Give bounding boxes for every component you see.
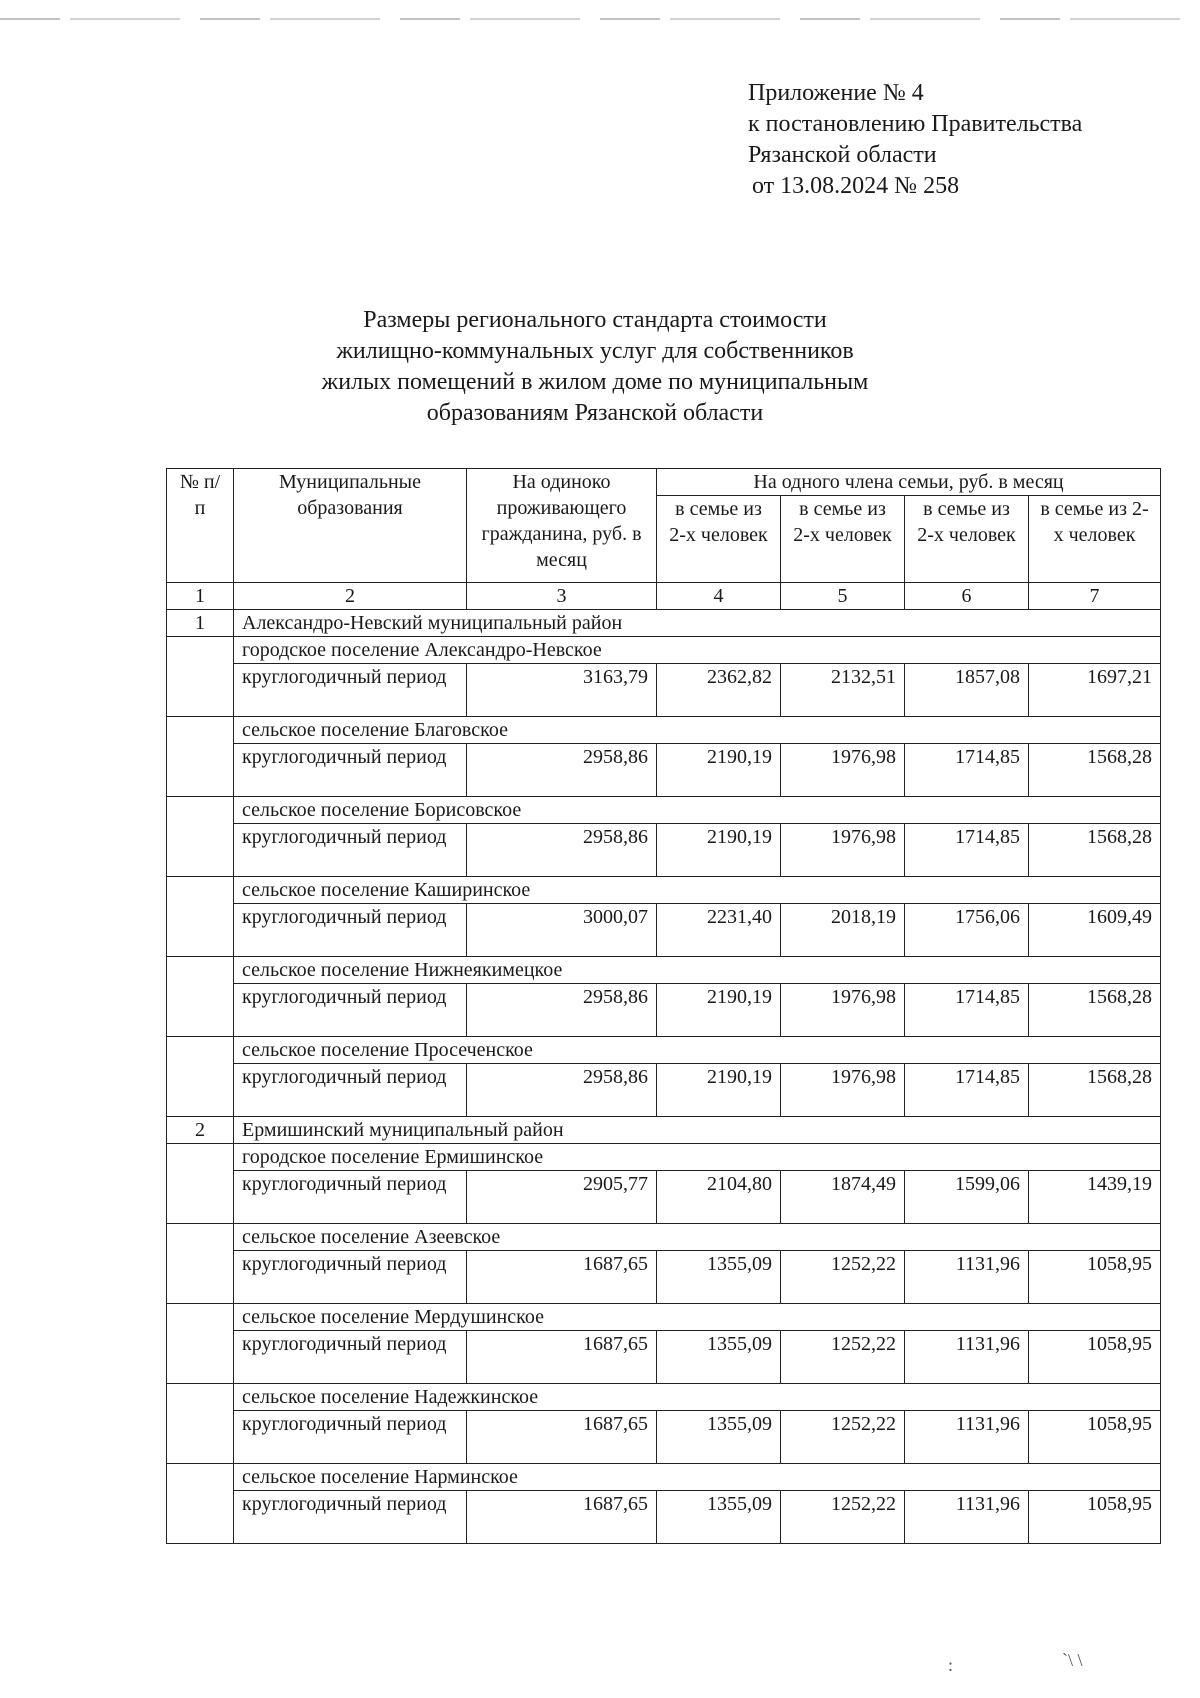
header-family-col: в семье из 2-х человек xyxy=(657,496,781,583)
value-cell: 1874,49 xyxy=(781,1171,905,1224)
settlement-row xyxy=(167,717,1161,744)
header-family-col: в семье из 2-х человек xyxy=(905,496,1029,583)
settlement-row xyxy=(167,957,1161,984)
period-label: круглогодичный период xyxy=(234,664,467,717)
scan-edge-line xyxy=(0,18,1200,20)
standards-table xyxy=(166,468,1161,1544)
value-cell: 2905,77 xyxy=(467,1171,657,1224)
settlement-row xyxy=(167,1144,1161,1171)
district-name: Ермишинский муниципальный район xyxy=(234,1117,1161,1144)
value-cell: 2231,40 xyxy=(657,904,781,957)
value-cell: 1687,65 xyxy=(467,1251,657,1304)
empty-cell xyxy=(167,957,234,1037)
table-row xyxy=(167,1411,1161,1464)
value-cell: 1058,95 xyxy=(1029,1331,1161,1384)
period-label: круглогодичный период xyxy=(234,1331,467,1384)
value-cell: 3163,79 xyxy=(467,664,657,717)
title-line: жилищно-коммунальных услуг для собственников xyxy=(336,338,854,364)
period-label: круглогодичный период xyxy=(234,1171,467,1224)
appendix-date: от 13.08.2024 № 258 xyxy=(752,173,960,199)
value-cell: 1355,09 xyxy=(657,1331,781,1384)
value-cell: 2190,19 xyxy=(657,1064,781,1117)
district-row xyxy=(167,1117,1161,1144)
settlement-name: сельское поселение Надежкинское xyxy=(234,1384,1161,1411)
value-cell: 1439,19 xyxy=(1029,1171,1161,1224)
value-cell: 2104,80 xyxy=(657,1171,781,1224)
value-cell: 2958,86 xyxy=(467,744,657,797)
period-label: круглогодичный период xyxy=(234,1251,467,1304)
table-row xyxy=(167,824,1161,877)
value-cell: 1976,98 xyxy=(781,744,905,797)
column-number: 3 xyxy=(467,583,657,610)
settlement-name: сельское поселение Азеевское xyxy=(234,1224,1161,1251)
empty-cell xyxy=(167,637,234,717)
scan-mark: `\ \ xyxy=(1062,1650,1083,1670)
value-cell: 1252,22 xyxy=(781,1491,905,1544)
settlement-name: сельское поселение Нарминское xyxy=(234,1464,1161,1491)
settlement-row xyxy=(167,1037,1161,1064)
value-cell: 2958,86 xyxy=(467,1064,657,1117)
header-municipality: Муниципальные образования xyxy=(234,469,467,583)
value-cell: 2190,19 xyxy=(657,744,781,797)
table-row xyxy=(167,1064,1161,1117)
value-cell: 1131,96 xyxy=(905,1331,1029,1384)
column-number: 6 xyxy=(905,583,1029,610)
empty-cell xyxy=(167,797,234,877)
value-cell: 1355,09 xyxy=(657,1411,781,1464)
document-title xyxy=(280,305,910,429)
table-header-row xyxy=(167,469,1161,496)
value-cell: 2958,86 xyxy=(467,824,657,877)
value-cell: 1687,65 xyxy=(467,1411,657,1464)
settlement-row xyxy=(167,1464,1161,1491)
value-cell: 1131,96 xyxy=(905,1491,1029,1544)
value-cell: 2190,19 xyxy=(657,984,781,1037)
value-cell: 1058,95 xyxy=(1029,1251,1161,1304)
empty-cell xyxy=(167,1224,234,1304)
value-cell: 1714,85 xyxy=(905,984,1029,1037)
settlement-name: городское поселение Александро-Невское xyxy=(234,637,1161,664)
settlement-name: сельское поселение Мердушинское xyxy=(234,1304,1161,1331)
settlement-name: сельское поселение Борисовское xyxy=(234,797,1161,824)
district-name: Александро-Невский муниципальный район xyxy=(234,610,1161,637)
value-cell: 2958,86 xyxy=(467,984,657,1037)
period-label: круглогодичный период xyxy=(234,1411,467,1464)
period-label: круглогодичный период xyxy=(234,744,467,797)
column-number: 7 xyxy=(1029,583,1161,610)
settlement-name: сельское поселение Просеченское xyxy=(234,1037,1161,1064)
value-cell: 1355,09 xyxy=(657,1251,781,1304)
value-cell: 1756,06 xyxy=(905,904,1029,957)
title-line: жилых помещений в жилом доме по муниципальным xyxy=(321,369,869,395)
value-cell: 1857,08 xyxy=(905,664,1029,717)
value-cell: 3000,07 xyxy=(467,904,657,957)
district-row xyxy=(167,610,1161,637)
value-cell: 1058,95 xyxy=(1029,1411,1161,1464)
scan-mark: : xyxy=(948,1655,954,1675)
value-cell: 2190,19 xyxy=(657,824,781,877)
value-cell: 1568,28 xyxy=(1029,984,1161,1037)
value-cell: 1714,85 xyxy=(905,744,1029,797)
settlement-name: сельское поселение Благовское xyxy=(234,717,1161,744)
period-label: круглогодичный период xyxy=(234,1491,467,1544)
table-row xyxy=(167,664,1161,717)
value-cell: 1131,96 xyxy=(905,1411,1029,1464)
value-cell: 1976,98 xyxy=(781,984,905,1037)
settlement-row xyxy=(167,1224,1161,1251)
header-single: На одиноко проживающего гражданина, руб. в месяц xyxy=(467,469,657,583)
value-cell: 1599,06 xyxy=(905,1171,1029,1224)
appendix-resolution: к постановлению Правительства xyxy=(748,111,1083,137)
table-row xyxy=(167,1171,1161,1224)
value-cell: 1058,95 xyxy=(1029,1491,1161,1544)
settlement-row xyxy=(167,797,1161,824)
value-cell: 1687,65 xyxy=(467,1491,657,1544)
column-number: 2 xyxy=(234,583,467,610)
empty-cell xyxy=(167,877,234,957)
appendix-region: Рязанской области xyxy=(748,142,937,168)
table-row xyxy=(167,1491,1161,1544)
period-label: круглогодичный период xyxy=(234,824,467,877)
settlement-row xyxy=(167,877,1161,904)
appendix-header xyxy=(748,78,1082,202)
settlement-row xyxy=(167,1384,1161,1411)
value-cell: 1976,98 xyxy=(781,824,905,877)
value-cell: 1568,28 xyxy=(1029,824,1161,877)
value-cell: 1131,96 xyxy=(905,1251,1029,1304)
value-cell: 1714,85 xyxy=(905,1064,1029,1117)
value-cell: 1568,28 xyxy=(1029,1064,1161,1117)
empty-cell xyxy=(167,1304,234,1384)
table-row xyxy=(167,1331,1161,1384)
value-cell: 1976,98 xyxy=(781,1064,905,1117)
column-number: 1 xyxy=(167,583,234,610)
value-cell: 2362,82 xyxy=(657,664,781,717)
period-label: круглогодичный период xyxy=(234,984,467,1037)
value-cell: 1355,09 xyxy=(657,1491,781,1544)
table-row xyxy=(167,744,1161,797)
appendix-number: Приложение № 4 xyxy=(748,80,924,106)
value-cell: 1252,22 xyxy=(781,1331,905,1384)
header-family-col: в семье из 2-х человек xyxy=(1029,496,1161,583)
header-family: На одного члена семьи, руб. в месяц xyxy=(657,469,1161,496)
title-line: Размеры регионального стандарта стоимости xyxy=(363,307,827,333)
header-num: № п/п xyxy=(167,469,234,583)
column-number: 4 xyxy=(657,583,781,610)
column-number-row xyxy=(167,583,1161,610)
settlement-row xyxy=(167,1304,1161,1331)
table-row xyxy=(167,904,1161,957)
settlement-row xyxy=(167,637,1161,664)
value-cell: 1609,49 xyxy=(1029,904,1161,957)
period-label: круглогодичный период xyxy=(234,904,467,957)
table-row xyxy=(167,984,1161,1037)
empty-cell xyxy=(167,1037,234,1117)
value-cell: 1252,22 xyxy=(781,1251,905,1304)
value-cell: 2018,19 xyxy=(781,904,905,957)
value-cell: 1714,85 xyxy=(905,824,1029,877)
empty-cell xyxy=(167,1464,234,1544)
column-number: 5 xyxy=(781,583,905,610)
empty-cell xyxy=(167,1384,234,1464)
value-cell: 1697,21 xyxy=(1029,664,1161,717)
settlement-name: городское поселение Ермишинское xyxy=(234,1144,1161,1171)
empty-cell xyxy=(167,1144,234,1224)
value-cell: 1568,28 xyxy=(1029,744,1161,797)
table-row xyxy=(167,1251,1161,1304)
settlement-name: сельское поселение Каширинское xyxy=(234,877,1161,904)
value-cell: 2132,51 xyxy=(781,664,905,717)
district-number: 2 xyxy=(167,1117,234,1144)
district-number: 1 xyxy=(167,610,234,637)
header-family-col: в семье из 2-х человек xyxy=(781,496,905,583)
period-label: круглогодичный период xyxy=(234,1064,467,1117)
title-line: образованиям Рязанской области xyxy=(426,400,764,426)
value-cell: 1687,65 xyxy=(467,1331,657,1384)
settlement-name: сельское поселение Нижнеякимецкое xyxy=(234,957,1161,984)
empty-cell xyxy=(167,717,234,797)
value-cell: 1252,22 xyxy=(781,1411,905,1464)
